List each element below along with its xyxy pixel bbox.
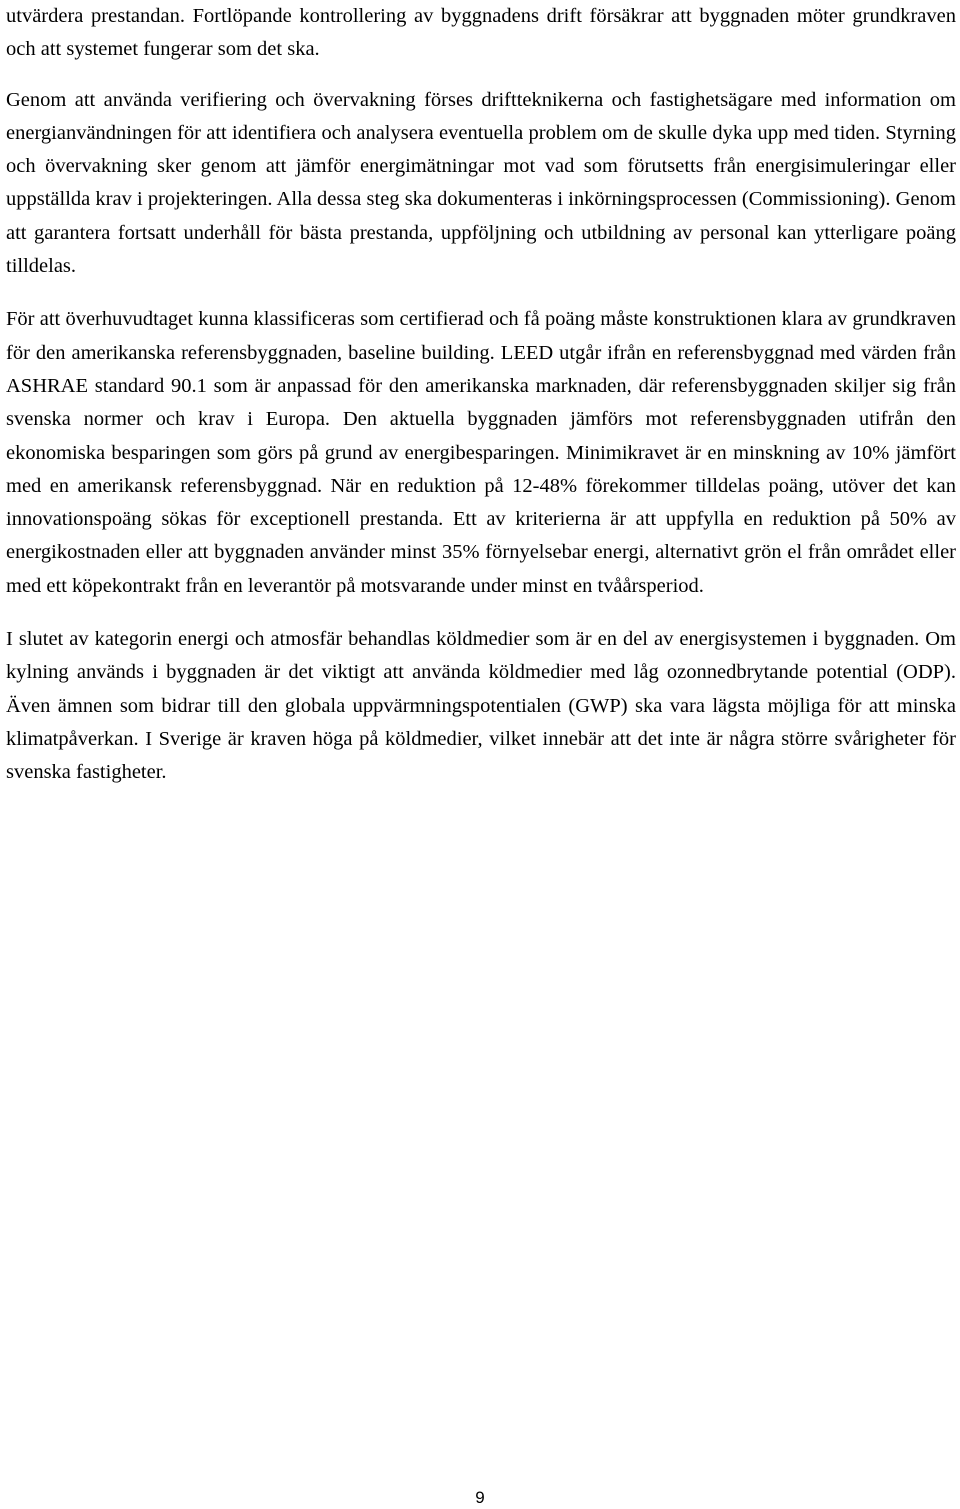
paragraph-certifiering: För att överhuvudtaget kunna klassificeras som certifierad och få poäng måste konstruktionen klara av grundkraven för den amerikanska referensbyggnaden, baseline building. LEED utgår ifrån en referensbyggnad med värden från ASHRAE standard 90.1 som är anpassad för den amerikanska marknaden, där referensbyggnaden skiljer sig från svenska normer och krav i Europa. Den aktuella byggnaden jämförs mot referensbyggnaden utifrån den ekonomiska besparingen som görs på grund av energibesparingen. Minimikravet är en minskning av 10% jämfört med en amerikansk referensbyggnad. När en reduktion på 12-48% förekommer tilldelas poäng, utöver det kan innovationspoäng sökas för exceptionell prestanda. Ett av kriterierna är att uppfylla en reduktion på 50% av energikostnaden eller att byggnaden använder minst 35% förnyelsebar energi, alternativt grön el från området eller med ett köpekontrakt från en leverantör på motsvarande under minst en tvåårsperiod. [6, 308, 956, 597]
document-body [6, 0, 956, 790]
paragraph-koldmedier: I slutet av kategorin energi och atmosfär behandlas köldmedier som är en del av energisystemen i byggnaden. Om kylning används i byggnaden är det viktigt att använda köldmedier med låg ozonnedbrytande potential (ODP). Även ämnen som bidrar till den globala uppvärmningspotentialen (GWP) ska vara lägsta möjliga för att minska klimatpåverkan. I Sverige är kraven höga på köldmedier, vilket innebär att det inte är några större svårigheter för svenska fastigheter. [6, 628, 956, 784]
paragraph-verifiering: Genom att använda verifiering och övervakning förses driftteknikerna och fastighetsägare med information om energianvändningen för att identifiera och analysera eventuella problem om de skulle dyka upp med tiden. Styrning och övervakning sker genom att jämför energimätningar mot vad som förutsetts från energisimuleringar eller uppställda krav i projekteringen. Alla dessa steg ska dokumenteras i inkörningsprocessen (Commissioning). Genom att garantera fortsatt underhåll för bästa prestanda, uppföljning och utbildning av personal kan ytterligare poäng tilldelas. [6, 88, 956, 278]
paragraph-prestanda: utvärdera prestandan. Fortlöpande kontrollering av byggnadens drift försäkrar att byggnaden möter grundkraven och att systemet fungerar som det ska. [6, 5, 956, 61]
page-number: 9 [475, 1488, 485, 1507]
